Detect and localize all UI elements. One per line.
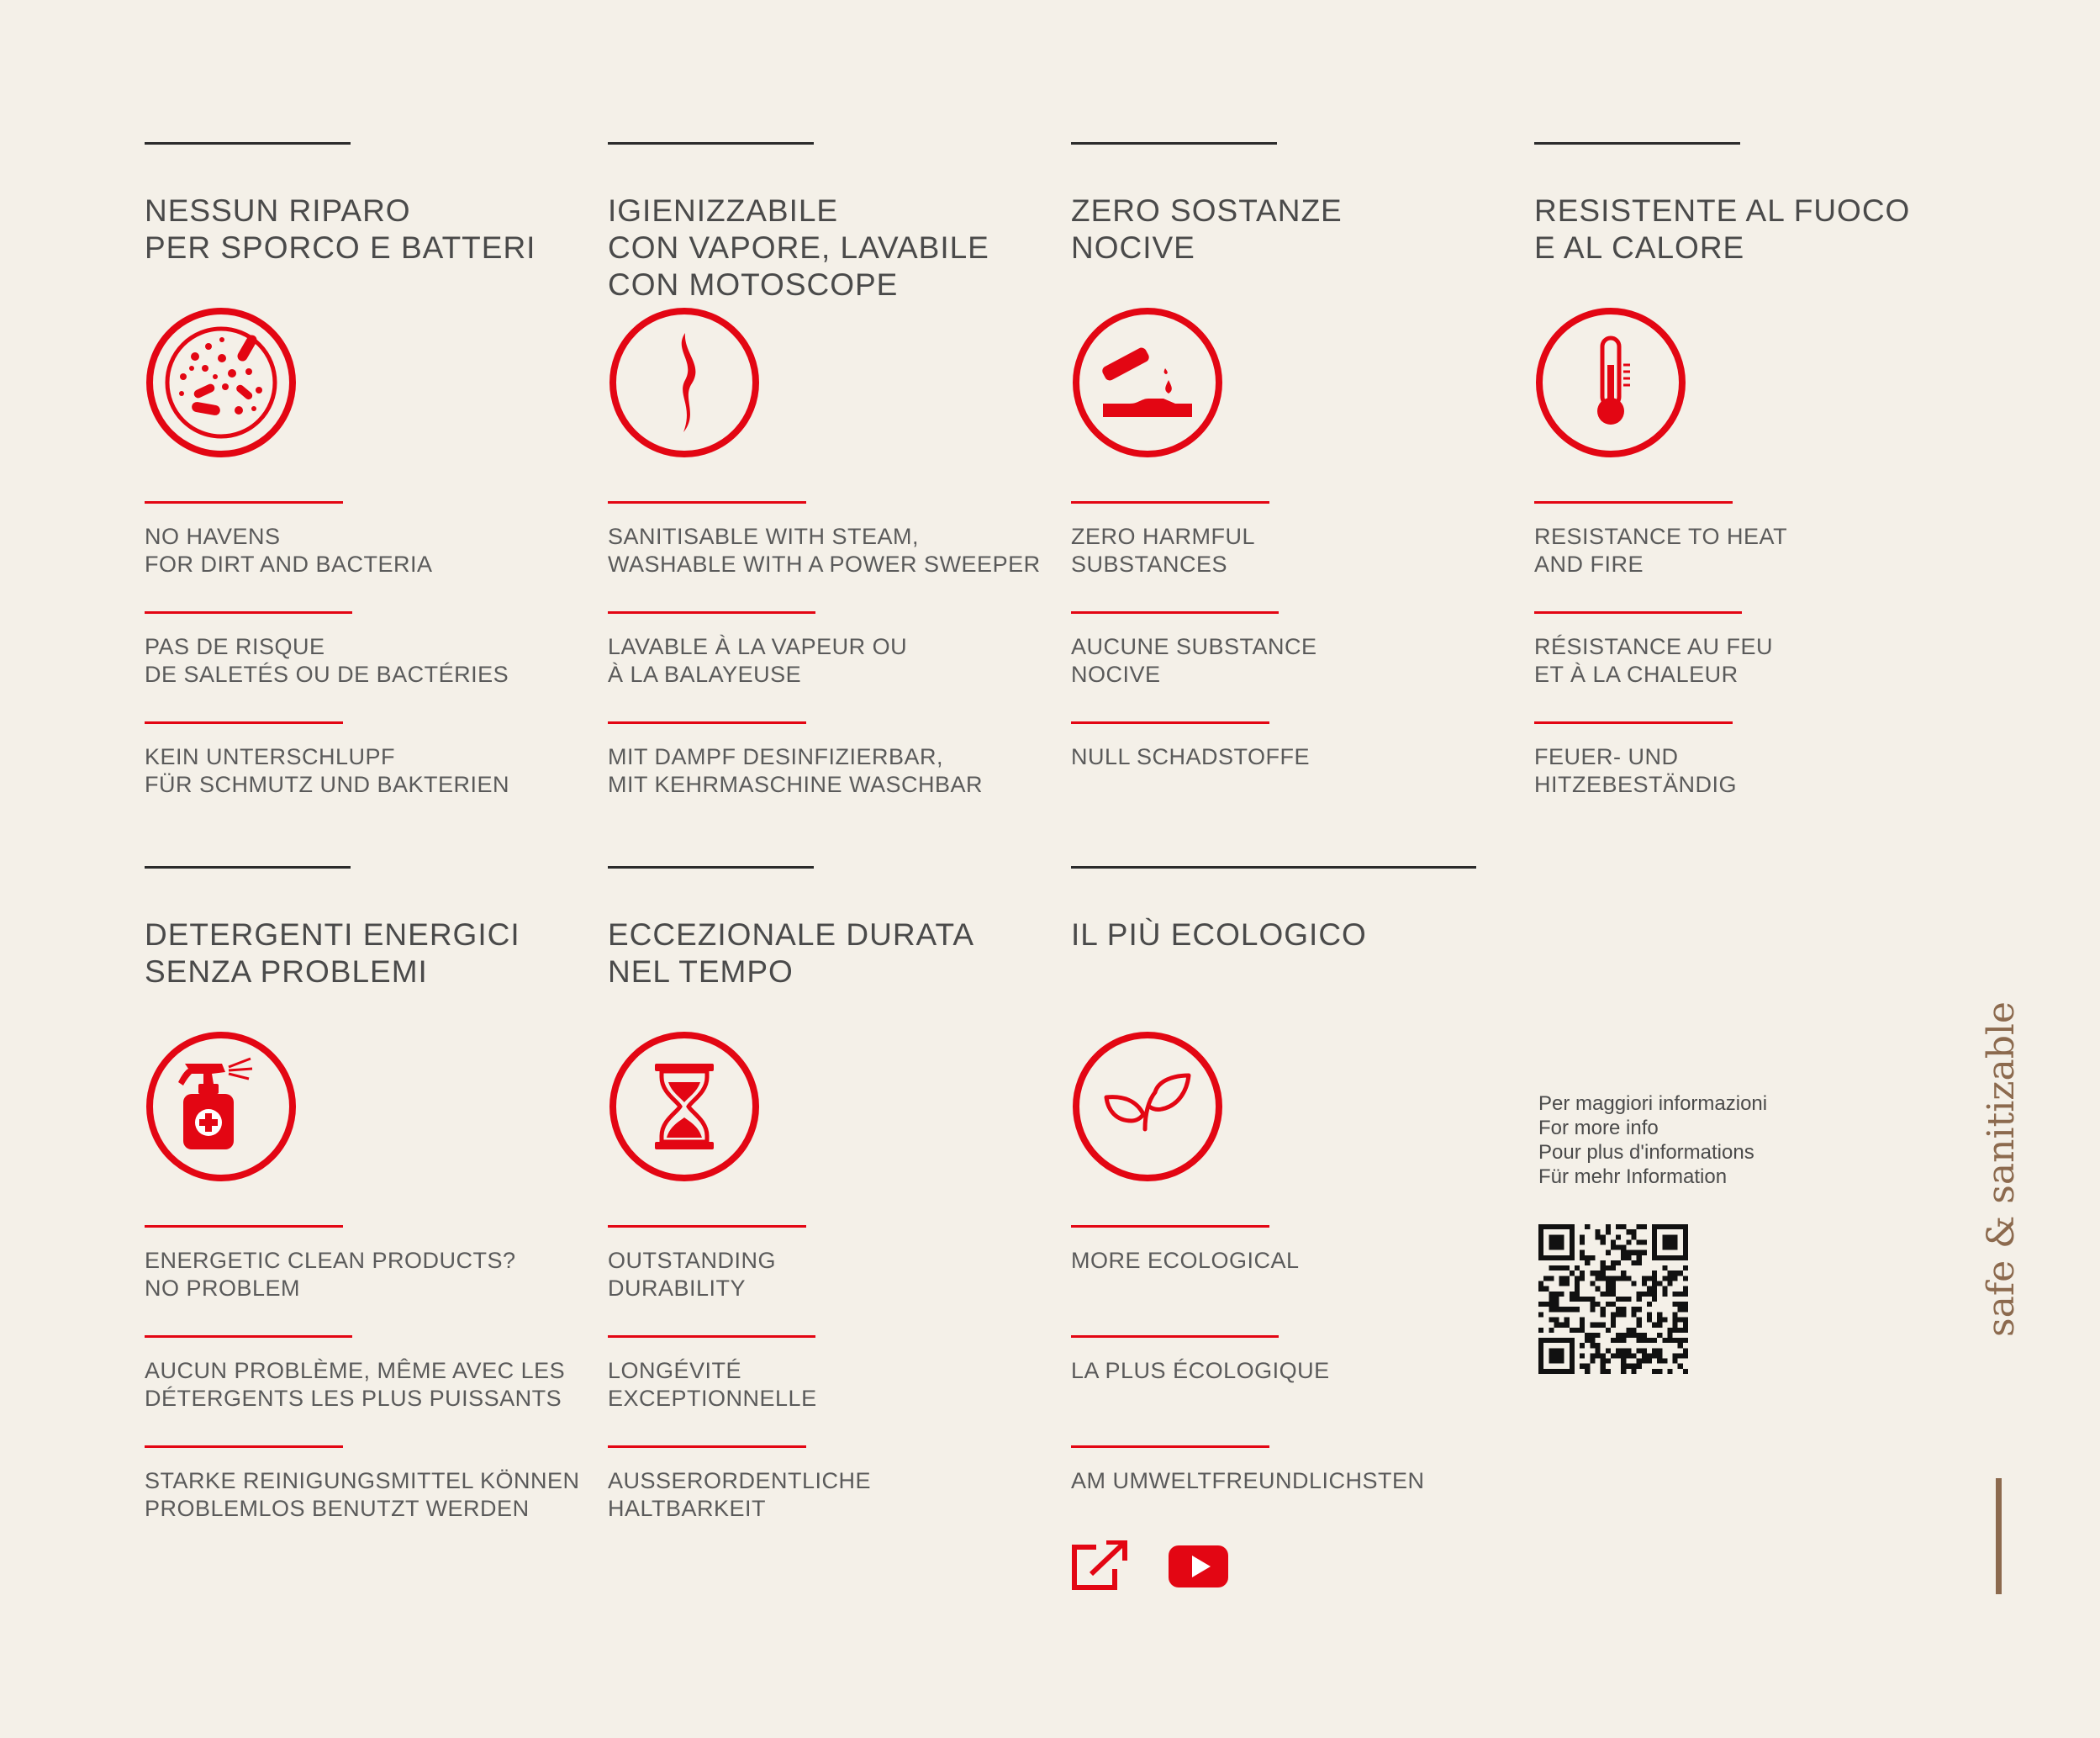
red-divider [608, 611, 815, 614]
brand-bar [1996, 1478, 2002, 1594]
red-divider [608, 1445, 806, 1448]
translation-en [145, 1225, 599, 1302]
translation-text: SANITISABLE WITH STEAM, WASHABLE WITH A POWER SWEEPER [608, 524, 1041, 577]
translation-text: AM UMWELTFREUNDLICHSTEN [1071, 1468, 1425, 1493]
translation-de [608, 721, 1062, 799]
title-divider [1071, 866, 1476, 869]
red-divider [145, 1335, 352, 1338]
spray-bottle-icon [145, 1030, 298, 1183]
title-divider [608, 866, 814, 869]
translation-text: MIT DAMPF DESINFIZIERBAR, MIT KEHRMASCHINE WASCHBAR [608, 744, 984, 797]
translation-text: ENERGETIC CLEAN PRODUCTS? NO PROBLEM [145, 1248, 516, 1301]
translation-en [1071, 501, 1525, 578]
feature-title: NESSUN RIPARO PER SPORCO E BATTERI [145, 193, 536, 265]
red-divider [145, 721, 343, 724]
red-divider [608, 1225, 806, 1228]
red-divider [1534, 611, 1742, 614]
title-divider [145, 866, 351, 869]
translation-de [145, 721, 599, 799]
red-divider [608, 721, 806, 724]
translation-fr [608, 1335, 1062, 1413]
bacteria-icon [145, 306, 298, 459]
feature-title: ECCEZIONALE DURATA NEL TEMPO [608, 917, 975, 989]
translation-en [1071, 1225, 1525, 1275]
red-divider [608, 1335, 815, 1338]
red-divider [1071, 1445, 1269, 1448]
translation-text: AUCUNE SUBSTANCE NOCIVE [1071, 634, 1317, 687]
translation-en [608, 1225, 1062, 1302]
translation-fr [145, 611, 599, 689]
translation-text: AUSSERORDENTLICHE HALTBARKEIT [608, 1468, 872, 1521]
feature-title: DETERGENTI ENERGICI SENZA PROBLEMI [145, 917, 520, 989]
translation-text: FEUER- UND HITZEBESTÄNDIG [1534, 744, 1738, 797]
thermometer-icon [1534, 306, 1687, 459]
translation-text: STARKE REINIGUNGSMITTEL KÖNNEN PROBLEMLOS BENUTZT WERDEN [145, 1468, 580, 1521]
info-line-it: Per maggiori informazioni [1538, 1092, 1768, 1115]
qr-code[interactable] [1538, 1224, 1688, 1374]
translation-de [1534, 721, 1988, 799]
steam-icon [608, 306, 761, 459]
translation-text: RESISTANCE TO HEAT AND FIRE [1534, 524, 1788, 577]
red-divider [1071, 1335, 1279, 1338]
red-divider [1071, 1225, 1269, 1228]
title-divider [1071, 142, 1277, 145]
leaf-icon [1071, 1030, 1224, 1183]
translation-text: MORE ECOLOGICAL [1071, 1248, 1300, 1273]
translation-text: ZERO HARMFUL SUBSTANCES [1071, 524, 1256, 577]
red-divider [1071, 721, 1269, 724]
red-divider [145, 1445, 343, 1448]
translation-de [145, 1445, 599, 1523]
translation-text: OUTSTANDING DURABILITY [608, 1248, 776, 1301]
translation-text: LAVABLE À LA VAPEUR OU À LA BALAYEUSE [608, 634, 908, 687]
translation-en [1534, 501, 1988, 578]
info-line-en: For more info [1538, 1117, 1659, 1139]
red-divider [145, 501, 343, 504]
translation-fr [1071, 1335, 1525, 1385]
translation-fr [608, 611, 1062, 689]
youtube-play-icon[interactable] [1167, 1540, 1230, 1591]
brand-wordmark: safe & sanitizable [1979, 1001, 2023, 1337]
info-line-de: Für mehr Information [1538, 1165, 1728, 1188]
red-divider [1071, 611, 1279, 614]
red-divider [1534, 501, 1733, 504]
corrosive-icon [1071, 306, 1224, 459]
translation-de [608, 1445, 1062, 1523]
hourglass-icon [608, 1030, 761, 1183]
feature-title: RESISTENTE AL FUOCO E AL CALORE [1534, 193, 1911, 265]
feature-title: IL PIÙ ECOLOGICO [1071, 917, 1367, 952]
external-link-icon[interactable] [1071, 1540, 1134, 1591]
translation-en [608, 501, 1062, 578]
red-divider [1534, 721, 1733, 724]
translation-en [145, 501, 599, 578]
red-divider [608, 501, 806, 504]
red-divider [145, 611, 352, 614]
info-line-fr: Pour plus d'informations [1538, 1141, 1754, 1164]
red-divider [1071, 501, 1269, 504]
translation-de [1071, 721, 1525, 771]
translation-text: NULL SCHADSTOFFE [1071, 744, 1311, 769]
more-info-block [1538, 1091, 1767, 1189]
translation-fr [145, 1335, 599, 1413]
translation-text: RÉSISTANCE AU FEU ET À LA CHALEUR [1534, 634, 1774, 687]
title-divider [145, 142, 351, 145]
title-divider [1534, 142, 1740, 145]
translation-fr [1534, 611, 1988, 689]
translation-text: LA PLUS ÉCOLOGIQUE [1071, 1358, 1330, 1383]
translation-de [1071, 1445, 1525, 1495]
translation-text: PAS DE RISQUE DE SALETÉS OU DE BACTÉRIES [145, 634, 509, 687]
translation-text: NO HAVENS FOR DIRT AND BACTERIA [145, 524, 433, 577]
translation-text: LONGÉVITÉ EXCEPTIONNELLE [608, 1358, 817, 1411]
translation-fr [1071, 611, 1525, 689]
brand-logo [1976, 1001, 2026, 1337]
red-divider [145, 1225, 343, 1228]
title-divider [608, 142, 814, 145]
feature-title: IGIENIZZABILE CON VAPORE, LAVABILE CON MOTOSCOPE [608, 193, 989, 302]
translation-text: KEIN UNTERSCHLUPF FÜR SCHMUTZ UND BAKTERIEN [145, 744, 510, 797]
translation-text: AUCUN PROBLÈME, MÊME AVEC LES DÉTERGENTS LES PLUS PUISSANTS [145, 1358, 566, 1411]
feature-title: ZERO SOSTANZE NOCIVE [1071, 193, 1343, 265]
